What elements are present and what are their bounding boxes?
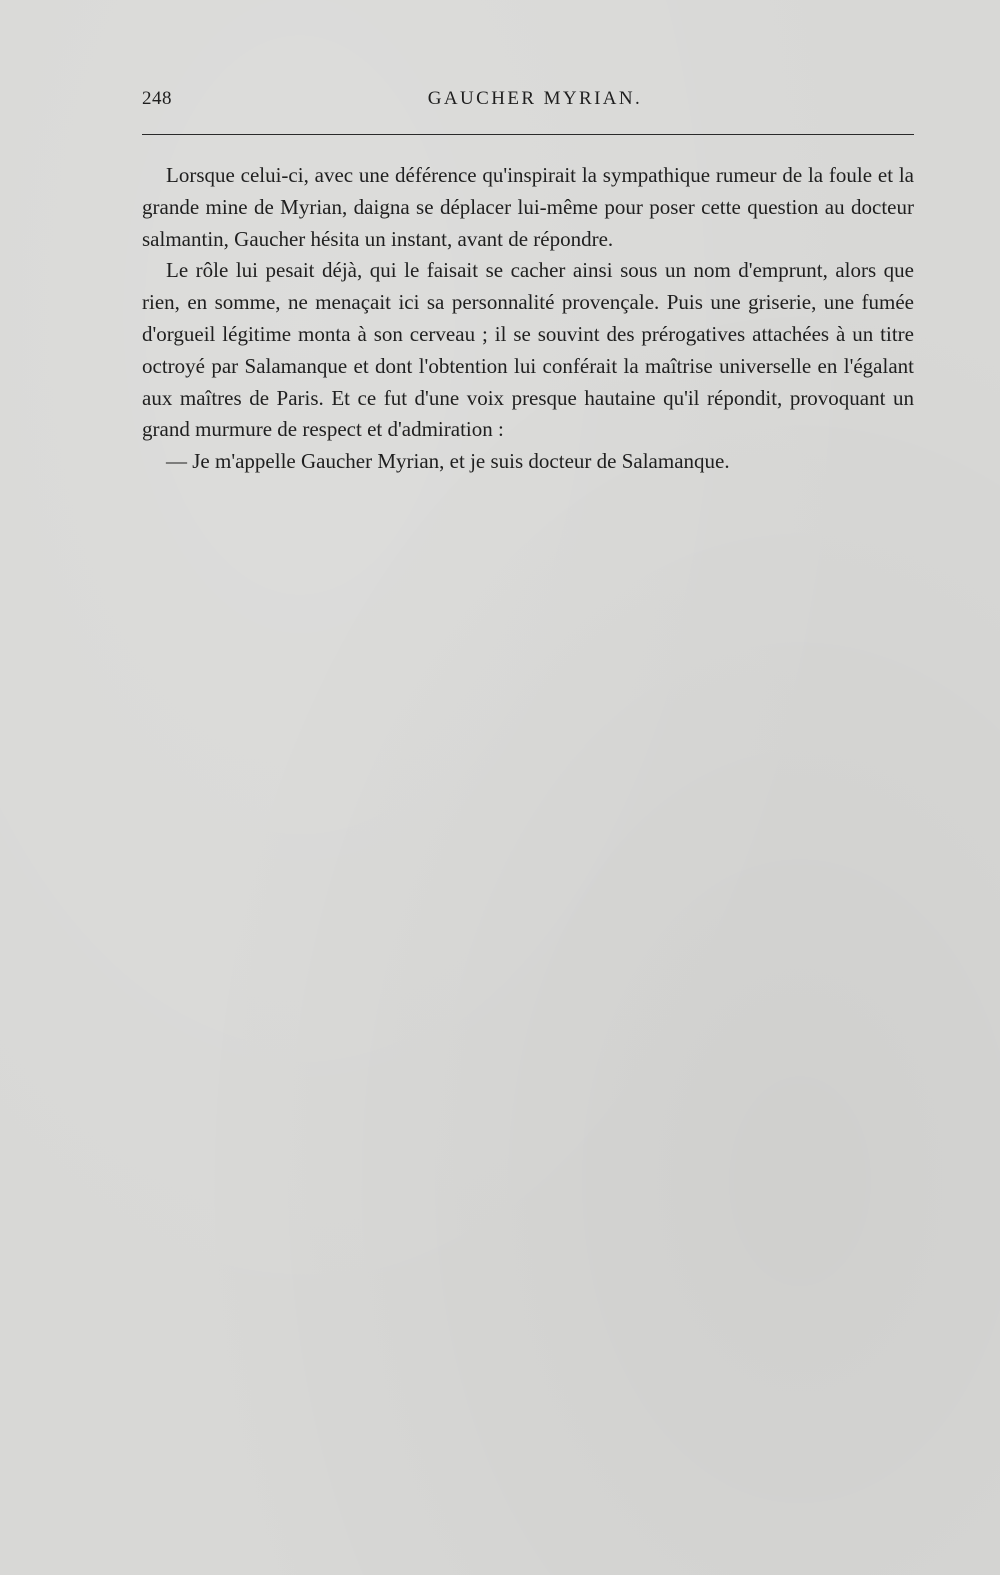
paragraph-3-dialogue: — Je m'appelle Gaucher Myrian, et je suis docteur de Salamanque.	[166, 449, 730, 474]
running-title: GAUCHER MYRIAN.	[427, 88, 643, 109]
page-number: 248	[142, 88, 172, 109]
running-head	[142, 88, 914, 118]
paragraph-1: Lorsque celui-ci, avec une déférence qu'inspirait la sympathique rumeur de la foule et la grande mine de Myrian, daigna se déplacer lui-même pour poser cette question au docteur salmantin, Gaucher hésita un instant, avant de répondre.	[142, 163, 914, 251]
paragraph-2: Le rôle lui pesait déjà, qui le faisait se cacher ainsi sous un nom d'emprunt, alors que rien, en somme, ne menaçait ici sa personnalité provençale. Puis une griserie, une fumée d'orgueil légitime monta à son cerveau ; il se souvint des prérogatives attachées à un titre octroyé par Salamanque et dont l'obtention lui conférait la maîtrise universelle en l'égalant aux maîtres de Paris. Et ce fut d'une voix presque hautaine qu'il répondit, provoquant un grand murmure de respect et d'admiration :	[142, 258, 914, 442]
header-rule	[142, 134, 914, 135]
body-text	[142, 160, 914, 478]
